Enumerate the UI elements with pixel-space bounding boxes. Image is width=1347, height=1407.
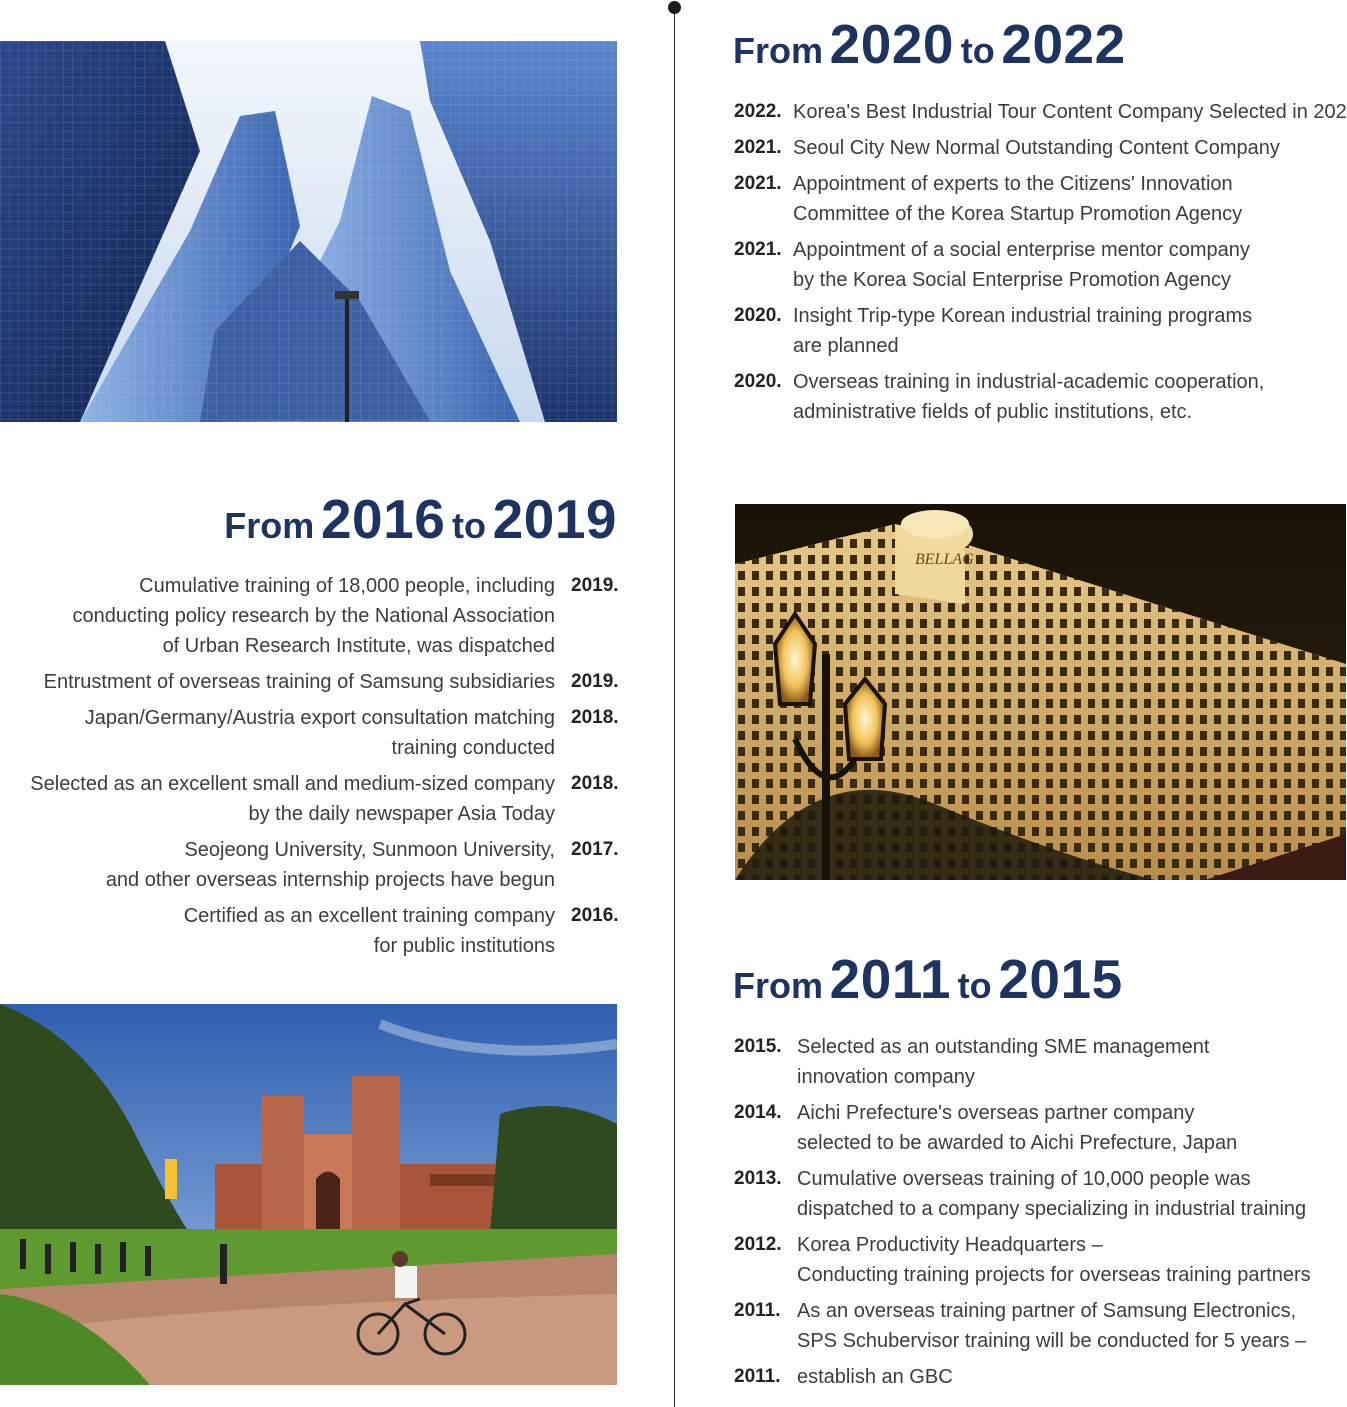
item-year: 2012.	[734, 1234, 782, 1255]
heading-2016-2019	[224, 487, 617, 551]
timeline-item	[0, 901, 625, 961]
item-year: 2013.	[734, 1168, 782, 1189]
timeline-item	[0, 703, 625, 763]
item-year: 2016.	[571, 905, 619, 926]
item-text: Entrustment of overseas training of Samsung subsidiaries	[43, 671, 555, 693]
heading-to: to	[957, 965, 992, 1006]
timeline-list-2011-2015	[734, 1032, 1347, 1398]
heading-end-year: 2015	[998, 948, 1123, 1010]
timeline-item	[734, 1032, 1347, 1092]
timeline-item	[734, 1098, 1347, 1158]
campus-photo	[0, 1004, 617, 1385]
timeline-item	[734, 235, 1347, 295]
timeline-item	[734, 1164, 1347, 1224]
item-year: 2015.	[734, 1036, 782, 1057]
timeline-list-2016-2019	[0, 571, 625, 967]
item-text: Insight Trip-type Korean industrial training programs are planned	[793, 305, 1253, 357]
heading-start-year: 2011	[829, 948, 951, 1010]
skyscrapers-photo	[0, 41, 617, 422]
timeline-item	[0, 571, 625, 661]
item-year: 2022.	[734, 101, 782, 122]
hotel-night-photo	[735, 504, 1346, 880]
item-text: establish an GBC	[797, 1366, 953, 1388]
item-year: 2018.	[571, 773, 619, 794]
timeline-item	[0, 835, 625, 895]
item-year: 2014.	[734, 1102, 782, 1123]
timeline-item	[734, 1296, 1347, 1356]
heading-from: From	[733, 30, 823, 71]
item-text: Appointment of a social enterprise mentor company by the Korea Social Enterprise Promotion Agency	[793, 239, 1250, 291]
heading-start-year: 2016	[320, 488, 446, 550]
item-text: Cumulative training of 18,000 people, including conducting policy research by the National Association of Urban Research Institute, was dispatched	[72, 575, 555, 657]
timeline-item	[0, 769, 625, 829]
timeline-item	[734, 1362, 1347, 1392]
item-text: Korea Productivity Headquarters – Conducting training projects for overseas training partners	[797, 1234, 1311, 1286]
item-year: 2018.	[571, 707, 619, 728]
timeline-item	[734, 169, 1347, 229]
item-text: As an overseas training partner of Samsung Electronics, SPS Schubervisor training will be conducted for 5 years –	[797, 1300, 1307, 1352]
timeline-item	[734, 1230, 1347, 1290]
timeline-item	[734, 367, 1347, 427]
heading-2011-2015	[733, 947, 1123, 1011]
item-text: Cumulative overseas training of 10,000 people was dispatched to a company specializing in industrial training	[797, 1168, 1307, 1220]
timeline-item	[734, 301, 1347, 361]
item-text: Aichi Prefecture's overseas partner company selected to be awarded to Aichi Prefecture, Japan	[797, 1102, 1238, 1154]
item-year: 2020.	[734, 371, 782, 392]
item-year: 2019.	[571, 575, 619, 596]
heading-end-year: 2019	[492, 488, 617, 550]
item-text: Appointment of experts to the Citizens' Innovation Committee of the Korea Startup Promotion Agency	[793, 173, 1243, 225]
item-year: 2021.	[734, 173, 782, 194]
item-text: Korea's Best Industrial Tour Content Company Selected in 202	[793, 101, 1347, 123]
hotel-sign-text: BELLAG	[915, 551, 974, 568]
heading-from: From	[733, 965, 823, 1006]
item-year: 2011.	[734, 1366, 781, 1387]
timeline-dot	[668, 1, 681, 14]
timeline-item	[734, 133, 1347, 163]
timeline-item	[0, 667, 625, 697]
heading-2020-2022	[733, 12, 1126, 76]
heading-end-year: 2022	[1001, 13, 1126, 75]
heading-to: to	[451, 505, 486, 546]
timeline-list-2020-2022	[734, 97, 1347, 433]
item-year: 2021.	[734, 137, 782, 158]
item-year: 2017.	[571, 839, 619, 860]
timeline-item	[734, 97, 1347, 127]
heading-from: From	[224, 505, 315, 546]
item-year: 2019.	[571, 671, 619, 692]
item-text: Selected as an outstanding SME management innovation company	[797, 1036, 1210, 1088]
item-year: 2020.	[734, 305, 782, 326]
item-text: Japan/Germany/Austria export consultation matching training conducted	[84, 707, 555, 759]
item-text: Seojeong University, Sunmoon University, and other overseas internship projects have begun	[105, 839, 555, 891]
timeline-line	[674, 8, 675, 1407]
item-year: 2011.	[734, 1300, 781, 1321]
item-text: Selected as an excellent small and medium-sized company by the daily newspaper Asia Today	[30, 773, 555, 825]
heading-to: to	[960, 30, 995, 71]
item-year: 2021.	[734, 239, 782, 260]
item-text: Certified as an excellent training company for public institutions	[183, 905, 555, 957]
item-text: Overseas training in industrial-academic cooperation, administrative fields of public institutions, etc.	[793, 371, 1265, 423]
heading-start-year: 2020	[829, 13, 955, 75]
item-text: Seoul City New Normal Outstanding Content Company	[793, 137, 1280, 159]
